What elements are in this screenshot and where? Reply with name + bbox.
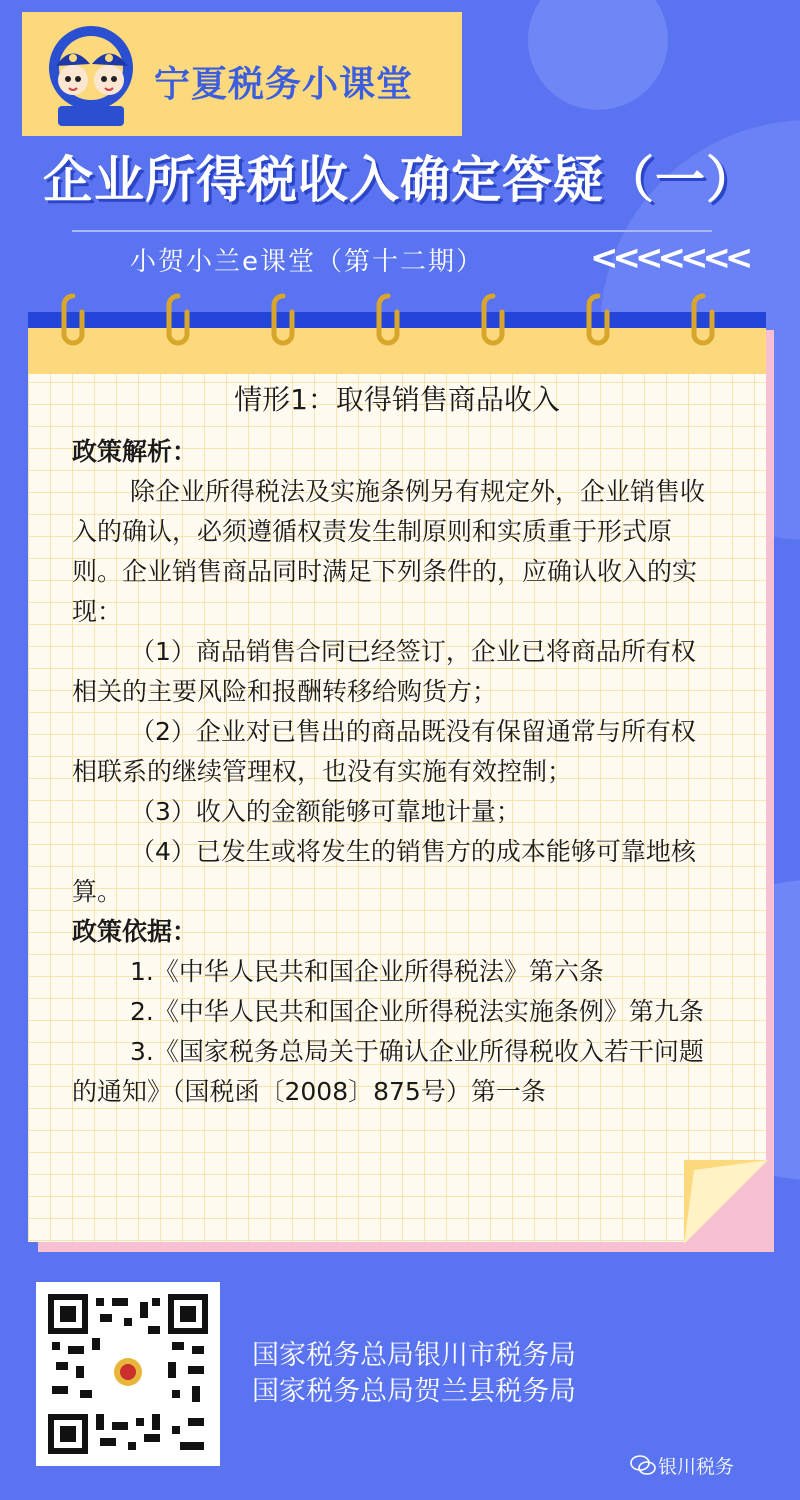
page-fold-icon [684,1160,768,1244]
binder-ring-icon [270,292,296,348]
binder-ring-icon [690,292,716,348]
basis-heading: 政策依据： [72,917,198,946]
analysis-heading: 政策解析： [72,437,198,466]
qr-code-card[interactable] [36,1282,220,1466]
logo-title: 宁夏税务小课堂 [154,64,414,105]
card-content [72,432,718,1112]
section-title: 情形1：取得销售商品收入 [234,383,560,416]
logo-banner [22,12,462,136]
mascot-logo-icon [36,22,146,130]
binder-ring-icon [585,292,611,348]
org-line: 国家税务总局贺兰县税务局 [252,1376,576,1407]
binder-ring-icon [375,292,401,348]
wechat-icon [630,1454,656,1476]
analysis-condition: （3）收入的金额能够可靠地计量； [130,797,521,826]
organization-names [252,1338,576,1410]
analysis-paragraph: 除企业所得税法及实施条例另有规定外，企业销售收入的确认，必须遵循权责发生制原则和实质重于形式原则。企业销售商品同时满足下列条件的，应确认收入的实现： [72,477,706,626]
watermark: 银川税务 [658,1456,735,1478]
analysis-condition: （2）企业对已售出的商品既没有保留通常与所有权相联系的继续管理权，也没有实施有效控制； [72,717,696,786]
basis-item: 2.《中华人民共和国企业所得税法实施条例》第九条 [130,997,704,1026]
analysis-condition: （1）商品销售合同已经签订，企业已将商品所有权相关的主要风险和报酬转移给购货方； [72,637,696,706]
org-line: 国家税务总局银川市税务局 [252,1340,576,1371]
divider [72,230,712,232]
chevrons-decoration: <<<<<<< [590,238,748,278]
binder-ring-icon [165,292,191,348]
binder-ring-icon [60,292,86,348]
subtitle: 小贺小兰e课堂（第十二期） [130,247,484,277]
basis-item: 1.《中华人民共和国企业所得税法》第六条 [130,957,604,986]
page-title: 企业所得税收入确定答疑（一） [43,151,757,209]
analysis-condition: （4）已发生或将发生的销售方的成本能够可靠地核算。 [72,837,696,906]
binder-ring-icon [480,292,506,348]
decorative-circle [528,0,668,110]
basis-item: 3.《国家税务总局关于确认企业所得税收入若干问题的通知》（国税函〔2008〕875号）第一条 [72,1037,704,1106]
qr-code-icon [48,1294,208,1454]
